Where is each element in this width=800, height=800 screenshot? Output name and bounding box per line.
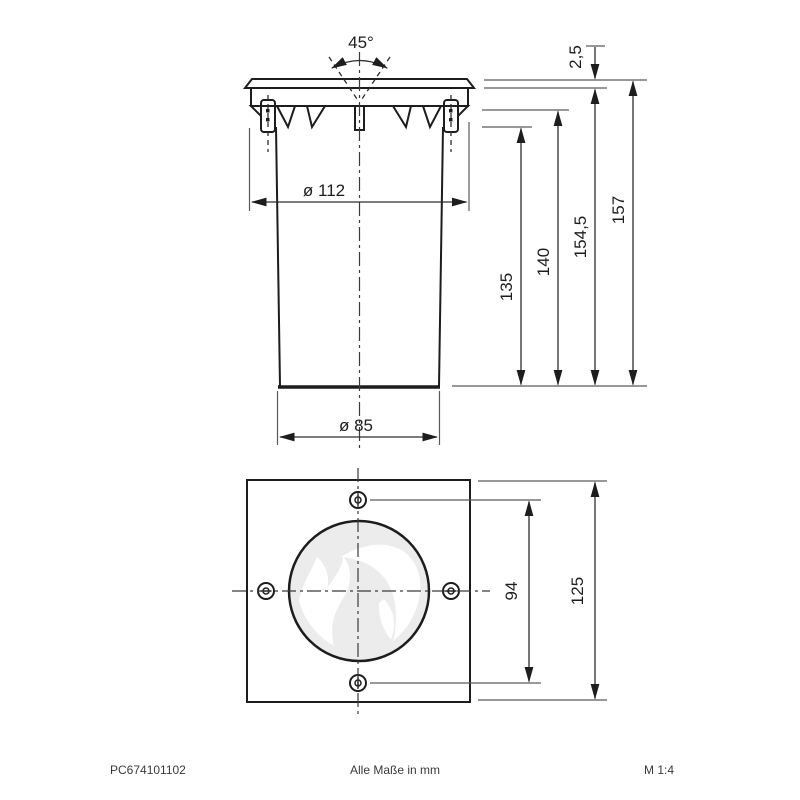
spring-tab (423, 106, 441, 127)
clamp-left-hole (266, 118, 270, 122)
depth-135-label: 135 (497, 272, 516, 302)
height-dimensions (452, 45, 647, 386)
body-diameter-label: ø 85 (338, 416, 374, 435)
beam-angle-label: 45° (348, 33, 374, 52)
side-view (245, 33, 647, 449)
depth-140-label: 140 (534, 247, 553, 277)
hole-spacing-label: 94 (502, 581, 521, 601)
clamp-right-hole (449, 118, 453, 122)
depth-154-5-label: 154,5 (571, 215, 590, 259)
wedge-right (458, 106, 468, 116)
flange-diameter-label: ø 112 (302, 181, 346, 200)
drawing-scale: M 1:4 (644, 763, 675, 777)
spring-tab (307, 106, 325, 127)
spring-tab (277, 106, 295, 127)
plate-size-dimension (478, 481, 607, 700)
body-wall-left (276, 127, 280, 386)
plan-view (232, 468, 607, 714)
wedge-left (251, 106, 261, 116)
total-height-label: 157 (609, 195, 628, 225)
plate-size-label: 125 (568, 576, 587, 606)
clamp-right-hole (449, 109, 453, 113)
units-note: Alle Maße in mm (349, 763, 441, 777)
cover-protrusion-label: 2,5 (566, 45, 585, 69)
clamp-left-hole (266, 109, 270, 113)
body-wall-right (439, 127, 443, 386)
body-diameter-dimension (278, 391, 440, 445)
spring-tab (393, 106, 411, 127)
article-number: PC674101102 (110, 763, 186, 777)
